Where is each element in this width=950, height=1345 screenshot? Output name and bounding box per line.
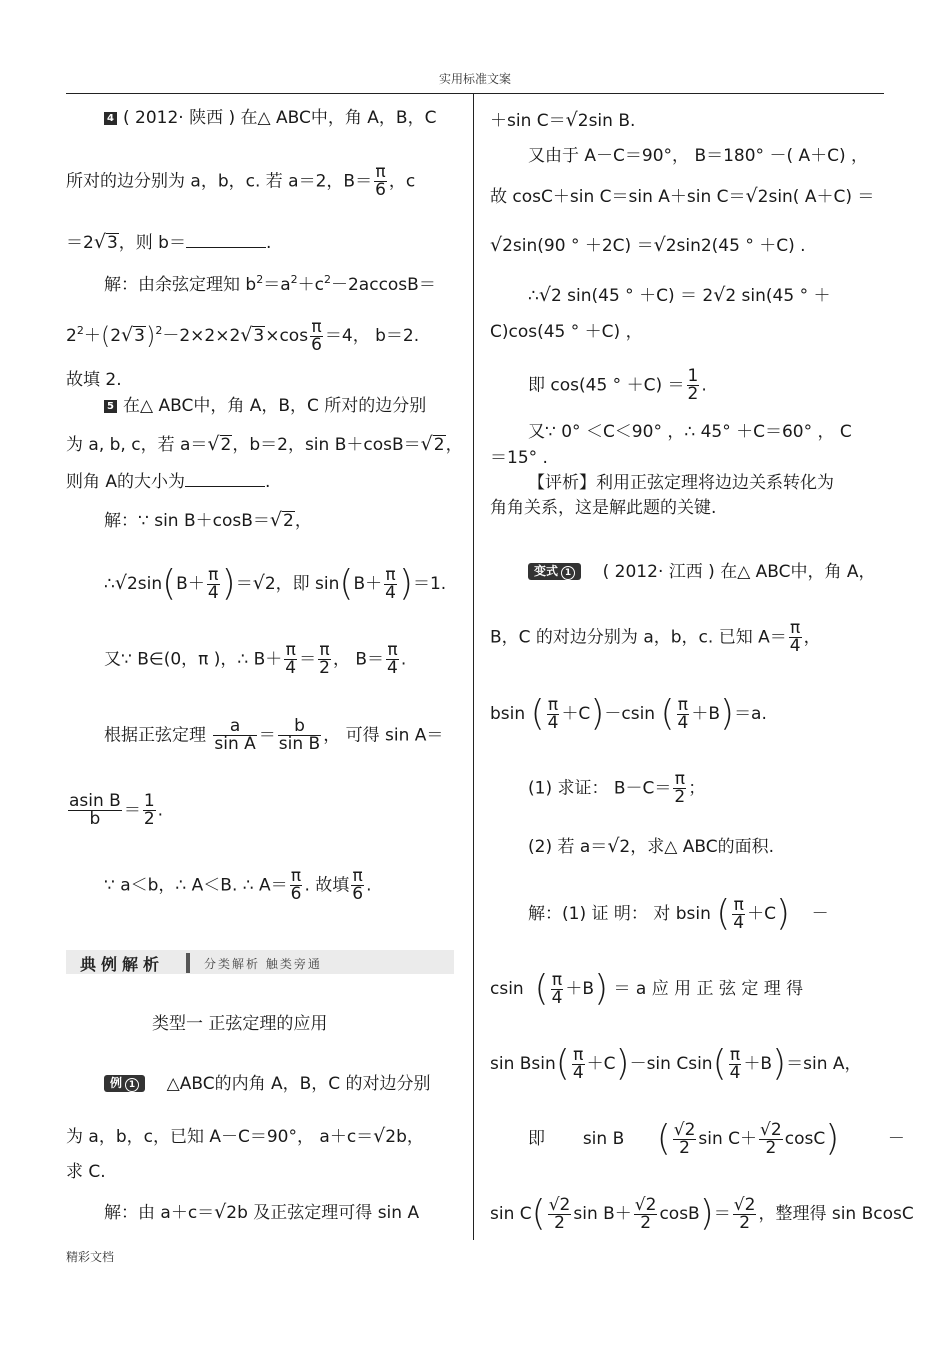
r-line9: 【评析】利用正弦定理将边边关系转化为 bbox=[528, 473, 834, 493]
p4-line2 bbox=[66, 164, 415, 199]
num: π bbox=[677, 694, 689, 715]
text: ＝a. bbox=[734, 704, 767, 724]
paren: ( bbox=[339, 563, 354, 604]
text: ＝a bbox=[263, 275, 291, 295]
sqrt-icon: √ bbox=[490, 234, 503, 256]
p4-sol1 bbox=[104, 268, 436, 297]
num bbox=[759, 1119, 783, 1140]
example-tag bbox=[104, 1075, 145, 1092]
sqrt-icon: √ bbox=[420, 433, 433, 455]
num: π bbox=[208, 564, 219, 585]
sqrt-icon: √ bbox=[269, 509, 283, 531]
text: 2sin bbox=[126, 574, 163, 594]
sqrt-icon: √ bbox=[653, 234, 666, 256]
column-divider bbox=[473, 94, 474, 1240]
text: 2 sin(45 ° ＋ bbox=[725, 286, 831, 306]
superscript: 2 bbox=[155, 324, 163, 337]
text: ＋c bbox=[297, 275, 324, 295]
den: 4 bbox=[387, 658, 398, 678]
paren: ( bbox=[531, 1193, 546, 1234]
num bbox=[673, 1119, 697, 1140]
text: (2) 若 a＝ bbox=[528, 837, 608, 857]
r-line6: C)cos(45 ° ＋C) ， bbox=[490, 322, 643, 342]
sqrt-icon: √ bbox=[760, 1119, 771, 1140]
den: 2 bbox=[554, 1212, 565, 1233]
text: sin B bbox=[582, 1129, 625, 1149]
text: 又∵ B∈(0，π )，∴ B＋ bbox=[104, 649, 283, 670]
bs-q1 bbox=[528, 771, 705, 806]
text: 2sin2(45 ° ＋C) . bbox=[665, 236, 806, 256]
den: 4 bbox=[551, 987, 563, 1008]
text: 2b 及正弦定理可得 sin A bbox=[226, 1203, 420, 1223]
paren: ( bbox=[555, 1043, 570, 1084]
text: ＝ bbox=[235, 574, 253, 594]
text: － bbox=[887, 1129, 905, 1149]
text: ＋sin C＝ bbox=[490, 111, 566, 131]
num: π bbox=[551, 969, 563, 990]
fraction bbox=[386, 642, 399, 677]
section-banner bbox=[66, 950, 454, 974]
paren: ) bbox=[594, 968, 609, 1009]
text: cosC bbox=[784, 1129, 826, 1149]
text: 即 bbox=[528, 1129, 545, 1149]
text: ＝2 bbox=[66, 233, 94, 253]
fraction bbox=[384, 564, 397, 603]
superscript: 2 bbox=[323, 273, 331, 286]
paren: ) bbox=[145, 322, 156, 350]
paren: ( bbox=[530, 693, 545, 734]
paren: ) bbox=[772, 1043, 787, 1084]
fraction bbox=[673, 771, 686, 806]
text: ＋ bbox=[83, 326, 101, 346]
text: 解：由 a＋c＝ bbox=[104, 1203, 215, 1223]
fraction bbox=[729, 1044, 742, 1083]
answer-blank bbox=[186, 233, 266, 248]
text: ＝1. bbox=[412, 574, 447, 594]
text: ＝ bbox=[713, 1204, 731, 1224]
text: sin B＋ bbox=[573, 1204, 632, 1224]
text: ＋B bbox=[565, 979, 595, 999]
bs-sol2 bbox=[490, 968, 804, 1009]
fraction bbox=[759, 1119, 783, 1158]
r-line1 bbox=[490, 108, 635, 133]
sqrt-icon: √ bbox=[207, 433, 220, 455]
text: . bbox=[157, 800, 164, 821]
text: 故 cosC＋sin C＝sin A＋sin C＝ bbox=[490, 187, 746, 207]
text: 解：由余弦定理知 b bbox=[104, 275, 257, 295]
num: a bbox=[213, 718, 256, 736]
bs-sol1 bbox=[528, 893, 829, 934]
paren: ( bbox=[660, 693, 675, 734]
den: 2 bbox=[143, 809, 155, 829]
p5-sol6 bbox=[104, 868, 371, 903]
p5-line2 bbox=[66, 432, 463, 457]
text: . bbox=[265, 233, 272, 253]
text: cosB bbox=[659, 1204, 700, 1224]
bs-sol4 bbox=[528, 1118, 905, 1159]
text: 2sin( A＋C) ＝ bbox=[757, 187, 875, 207]
section-title: 典例解析 bbox=[80, 955, 165, 974]
text: B＋ bbox=[176, 574, 205, 594]
num: π bbox=[790, 618, 801, 638]
text: 2sin B. bbox=[577, 111, 636, 131]
type-heading: 类型一 正弦定理的应用 bbox=[152, 1014, 328, 1034]
text: －2×2×2 bbox=[162, 326, 241, 346]
sqrt-icon: √ bbox=[607, 835, 620, 857]
text: ∴ bbox=[104, 574, 115, 594]
text: △ABC的内角 A，B，C 的对边分别 bbox=[166, 1074, 431, 1094]
r-line7 bbox=[528, 368, 707, 403]
text: ，整理得 sin BcosC bbox=[758, 1204, 914, 1224]
fraction bbox=[310, 316, 323, 355]
paren: ( bbox=[100, 322, 111, 350]
den: 4 bbox=[385, 582, 396, 603]
p4-line3 bbox=[66, 230, 271, 255]
r-line8: 又∵ 0° ＜C＜90° ，∴ 45° ＋C＝60° ， C bbox=[528, 422, 852, 442]
den: 4 bbox=[677, 712, 689, 733]
den: 6 bbox=[290, 884, 302, 904]
r-line8b: ＝15° . bbox=[490, 448, 548, 468]
r-line3 bbox=[490, 184, 874, 209]
page-header: 实用标准文案 bbox=[438, 72, 511, 86]
section-divider bbox=[186, 953, 190, 973]
fraction bbox=[351, 868, 364, 903]
num: π bbox=[674, 769, 685, 789]
radicand: 2 bbox=[744, 1194, 756, 1215]
fraction bbox=[290, 868, 303, 903]
fraction bbox=[547, 694, 560, 733]
text: ∵ a＜b，∴ A＜B. ∴ A＝ bbox=[104, 875, 288, 896]
text: csin bbox=[490, 979, 524, 999]
r-line10: 角角关系，这是解此题的关键. bbox=[490, 498, 717, 518]
text: . bbox=[366, 875, 372, 896]
text: ， bbox=[445, 435, 463, 455]
den: 6 bbox=[352, 884, 364, 904]
variant-tag bbox=[528, 563, 581, 580]
text: 2sin(90 ° ＋2C) ＝ bbox=[502, 236, 654, 256]
sqrt-icon: √ bbox=[538, 284, 551, 306]
p4-line1 bbox=[104, 106, 436, 130]
text: 2 sin(45 ° ＋C) ＝ 2 bbox=[550, 286, 714, 306]
p4-sol3: 故填 2. bbox=[66, 370, 122, 390]
paren: ( bbox=[712, 1043, 727, 1084]
radicand: 2 bbox=[645, 1194, 657, 1215]
sqrt-icon: √ bbox=[240, 324, 253, 346]
sqrt-icon: √ bbox=[548, 1194, 560, 1215]
num: π bbox=[547, 694, 559, 715]
text: ( 2012· 陕西 ) 在△ ABC中，角 A，B，C bbox=[123, 108, 437, 128]
r-line4 bbox=[490, 233, 806, 258]
text: ； bbox=[688, 778, 706, 799]
bs-line3 bbox=[490, 693, 767, 734]
text: ×cos bbox=[265, 326, 309, 346]
text: ， bbox=[294, 511, 312, 531]
radicand: 2 bbox=[283, 511, 294, 531]
fraction bbox=[213, 718, 256, 753]
radicand: 3 bbox=[106, 233, 118, 253]
paren: ( bbox=[534, 968, 549, 1009]
tag-number: 1 bbox=[561, 566, 575, 580]
superscript: 2 bbox=[76, 324, 84, 337]
text: ， B＝ bbox=[332, 649, 385, 670]
fraction bbox=[143, 793, 156, 828]
text: . bbox=[701, 375, 707, 396]
text: ， 可得 sin A＝ bbox=[323, 725, 444, 746]
den: 2 bbox=[739, 1212, 751, 1233]
num: π bbox=[385, 564, 396, 585]
text: ＋C bbox=[561, 704, 591, 724]
paren: ( bbox=[716, 893, 731, 934]
fraction bbox=[548, 1194, 572, 1233]
text: －sin Csin bbox=[629, 1054, 713, 1074]
p5-sol2 bbox=[104, 563, 447, 604]
den: 2 bbox=[679, 1137, 690, 1158]
radicand: 3 bbox=[253, 326, 265, 346]
tag-label: 变式 bbox=[534, 564, 559, 578]
text: ＋C bbox=[747, 904, 776, 924]
ex1-sol1 bbox=[104, 1200, 419, 1225]
radicand: 2 bbox=[559, 1194, 571, 1215]
num bbox=[733, 1194, 757, 1215]
text: －csin bbox=[604, 704, 656, 724]
sqrt-icon: √ bbox=[93, 231, 106, 253]
num: π bbox=[733, 894, 744, 915]
fraction bbox=[789, 620, 802, 655]
p5-sol4 bbox=[104, 718, 443, 753]
text: 2 bbox=[66, 326, 77, 346]
text: 2 bbox=[110, 326, 122, 346]
text: －2accosB＝ bbox=[330, 275, 436, 295]
den: sin A bbox=[214, 734, 256, 754]
r-line5 bbox=[528, 283, 830, 308]
num: b bbox=[278, 718, 321, 736]
paren: ( bbox=[656, 1118, 671, 1159]
text: 即 cos(45 ° ＋C) ＝ bbox=[528, 375, 685, 396]
text: ＝sin A， bbox=[786, 1054, 862, 1074]
num: π bbox=[290, 866, 302, 886]
paren: ) bbox=[776, 893, 791, 934]
num: 1 bbox=[143, 791, 155, 811]
den: 2 bbox=[687, 384, 699, 404]
paren: ) bbox=[590, 693, 605, 734]
sqrt-icon: √ bbox=[373, 1125, 386, 1147]
radicand: 2 bbox=[433, 435, 445, 455]
fraction bbox=[318, 642, 331, 677]
bs-line2 bbox=[490, 620, 821, 655]
radicand: 2 bbox=[770, 1119, 782, 1140]
fraction bbox=[733, 1194, 757, 1233]
text: 2，求△ ABC的面积. bbox=[619, 837, 774, 857]
r-line2: 又由于 A－C＝90°， B＝180° －( A＋C) ， bbox=[528, 146, 869, 166]
header-rule bbox=[66, 93, 884, 94]
sqrt-icon: √ bbox=[634, 1194, 646, 1215]
den: 4 bbox=[285, 658, 297, 678]
fraction bbox=[732, 894, 745, 933]
paren: ( bbox=[162, 563, 177, 604]
tag-number: 1 bbox=[125, 1078, 139, 1092]
superscript: 2 bbox=[290, 273, 298, 286]
text: 为 a, b, c，若 a＝ bbox=[66, 435, 208, 455]
tag-label: 例 bbox=[110, 1076, 123, 1090]
sqrt-icon: √ bbox=[114, 572, 127, 594]
superscript: 2 bbox=[256, 273, 264, 286]
p4-sol2 bbox=[66, 318, 419, 354]
text: sin Bsin bbox=[490, 1054, 556, 1074]
paren: ) bbox=[825, 1118, 840, 1159]
text: ，则 b＝ bbox=[118, 233, 186, 253]
text: － bbox=[811, 904, 829, 924]
num bbox=[634, 1194, 658, 1215]
num: π bbox=[375, 162, 386, 182]
num: asin B bbox=[69, 791, 121, 811]
ex1-line3: 求 C. bbox=[66, 1162, 106, 1182]
num: π bbox=[729, 1044, 741, 1065]
den: 2 bbox=[674, 787, 686, 807]
text: ＝4， b＝2. bbox=[324, 326, 420, 346]
text: ∴ bbox=[528, 286, 539, 306]
den: sin B bbox=[278, 734, 321, 754]
p5-sol3 bbox=[104, 642, 406, 677]
num: π bbox=[311, 316, 322, 337]
num: π bbox=[387, 640, 398, 660]
text: 解：(1) 证 明： 对 bsin bbox=[528, 904, 711, 924]
text: ＝ bbox=[258, 725, 276, 746]
den: 2 bbox=[640, 1212, 652, 1233]
text: sin C＋ bbox=[698, 1129, 758, 1149]
ex1-line2 bbox=[66, 1124, 424, 1149]
fraction bbox=[687, 368, 700, 403]
fraction bbox=[572, 1044, 585, 1083]
fraction bbox=[634, 1194, 658, 1233]
fraction bbox=[677, 694, 690, 733]
num: 1 bbox=[687, 366, 699, 386]
sqrt-icon: √ bbox=[733, 1194, 745, 1215]
text: ， bbox=[803, 627, 821, 648]
num: π bbox=[319, 640, 330, 660]
fraction bbox=[673, 1119, 697, 1158]
text: ，c bbox=[388, 171, 416, 192]
sqrt-icon: √ bbox=[565, 109, 578, 131]
fraction bbox=[284, 642, 297, 677]
text: (1) 求证： B－C＝ bbox=[528, 778, 672, 799]
text: 在△ ABC中，角 A，B，C 所对的边分别 bbox=[123, 396, 427, 416]
text: ＝ bbox=[299, 649, 317, 670]
sqrt-icon: √ bbox=[673, 1119, 685, 1140]
bs-sol5 bbox=[490, 1193, 914, 1234]
text: 为 a，b，c，已知 A－C＝90°， a＋c＝ bbox=[66, 1127, 374, 1147]
text: B＋ bbox=[353, 574, 383, 594]
den: 4 bbox=[547, 712, 559, 733]
text: . 故填 bbox=[304, 875, 350, 896]
sqrt-icon: √ bbox=[121, 324, 134, 346]
problem-number-badge: 5 bbox=[104, 400, 117, 413]
fraction bbox=[278, 718, 321, 753]
bs-line1 bbox=[528, 560, 876, 584]
num: π bbox=[285, 640, 296, 660]
p5-line1 bbox=[104, 394, 426, 418]
text: ＋B bbox=[691, 704, 721, 724]
paren: ) bbox=[221, 563, 236, 604]
num: π bbox=[352, 866, 363, 886]
ex1-line1 bbox=[104, 1072, 431, 1096]
bs-sol3 bbox=[490, 1043, 862, 1084]
den: 4 bbox=[789, 636, 801, 656]
den: b bbox=[89, 809, 101, 829]
section-subtitle: 分类解析 触类旁通 bbox=[204, 957, 322, 971]
text: 解：∵ sin B＋cosB＝ bbox=[104, 511, 270, 531]
answer-blank bbox=[185, 472, 265, 487]
radicand: 2 bbox=[684, 1119, 696, 1140]
sqrt-icon: √ bbox=[252, 572, 265, 594]
p5-line3 bbox=[66, 470, 270, 494]
radicand: 3 bbox=[134, 326, 145, 346]
text: ＋C bbox=[586, 1054, 616, 1074]
page-footer: 精彩文档 bbox=[66, 1250, 115, 1264]
fraction bbox=[374, 164, 387, 199]
radicand: 2 bbox=[220, 435, 232, 455]
text: . bbox=[400, 649, 407, 670]
text: ＝ bbox=[123, 800, 141, 821]
num: π bbox=[573, 1044, 584, 1065]
text: B，C 的对边分别为 a，b，c. 已知 A＝ bbox=[490, 627, 787, 648]
text: . bbox=[265, 472, 271, 492]
den: 6 bbox=[311, 334, 322, 355]
fraction bbox=[551, 969, 564, 1008]
text: bsin bbox=[490, 704, 526, 724]
text: 2，即 sin bbox=[264, 574, 340, 594]
p5-sol1 bbox=[104, 508, 312, 533]
text: ，b＝2，sin B＋cosB＝ bbox=[232, 435, 421, 455]
text: 2b， bbox=[385, 1127, 424, 1147]
sqrt-icon: √ bbox=[214, 1201, 227, 1223]
text: 根据正弦定理 bbox=[104, 725, 206, 746]
text: 则角 A的大小为 bbox=[66, 472, 186, 492]
den: 2 bbox=[765, 1137, 777, 1158]
text: 所对的边分别为 a，b，c. 若 a＝2，B＝ bbox=[66, 171, 373, 192]
bs-q2 bbox=[528, 834, 774, 859]
sqrt-icon: √ bbox=[745, 185, 758, 207]
den: 4 bbox=[207, 582, 219, 603]
num bbox=[548, 1194, 572, 1215]
paren: ) bbox=[615, 1043, 630, 1084]
fraction bbox=[207, 564, 220, 603]
paren: ) bbox=[720, 693, 735, 734]
text: ( 2012· 江西 ) 在△ ABC中，角 A， bbox=[602, 562, 876, 582]
text: ＋B bbox=[743, 1054, 773, 1074]
den: 6 bbox=[375, 180, 386, 200]
paren: ) bbox=[699, 1193, 714, 1234]
fraction bbox=[68, 793, 122, 828]
p5-sol5 bbox=[66, 793, 163, 828]
problem-number-badge: 4 bbox=[104, 112, 117, 125]
den: 4 bbox=[572, 1062, 584, 1083]
sqrt-icon: √ bbox=[713, 284, 726, 306]
text: sin C bbox=[490, 1204, 532, 1224]
paren: ) bbox=[398, 563, 413, 604]
den: 4 bbox=[729, 1062, 741, 1083]
den: 4 bbox=[733, 912, 745, 933]
text: ＝ a 应 用 正 弦 定 理 得 bbox=[613, 979, 804, 999]
den: 2 bbox=[319, 658, 330, 678]
